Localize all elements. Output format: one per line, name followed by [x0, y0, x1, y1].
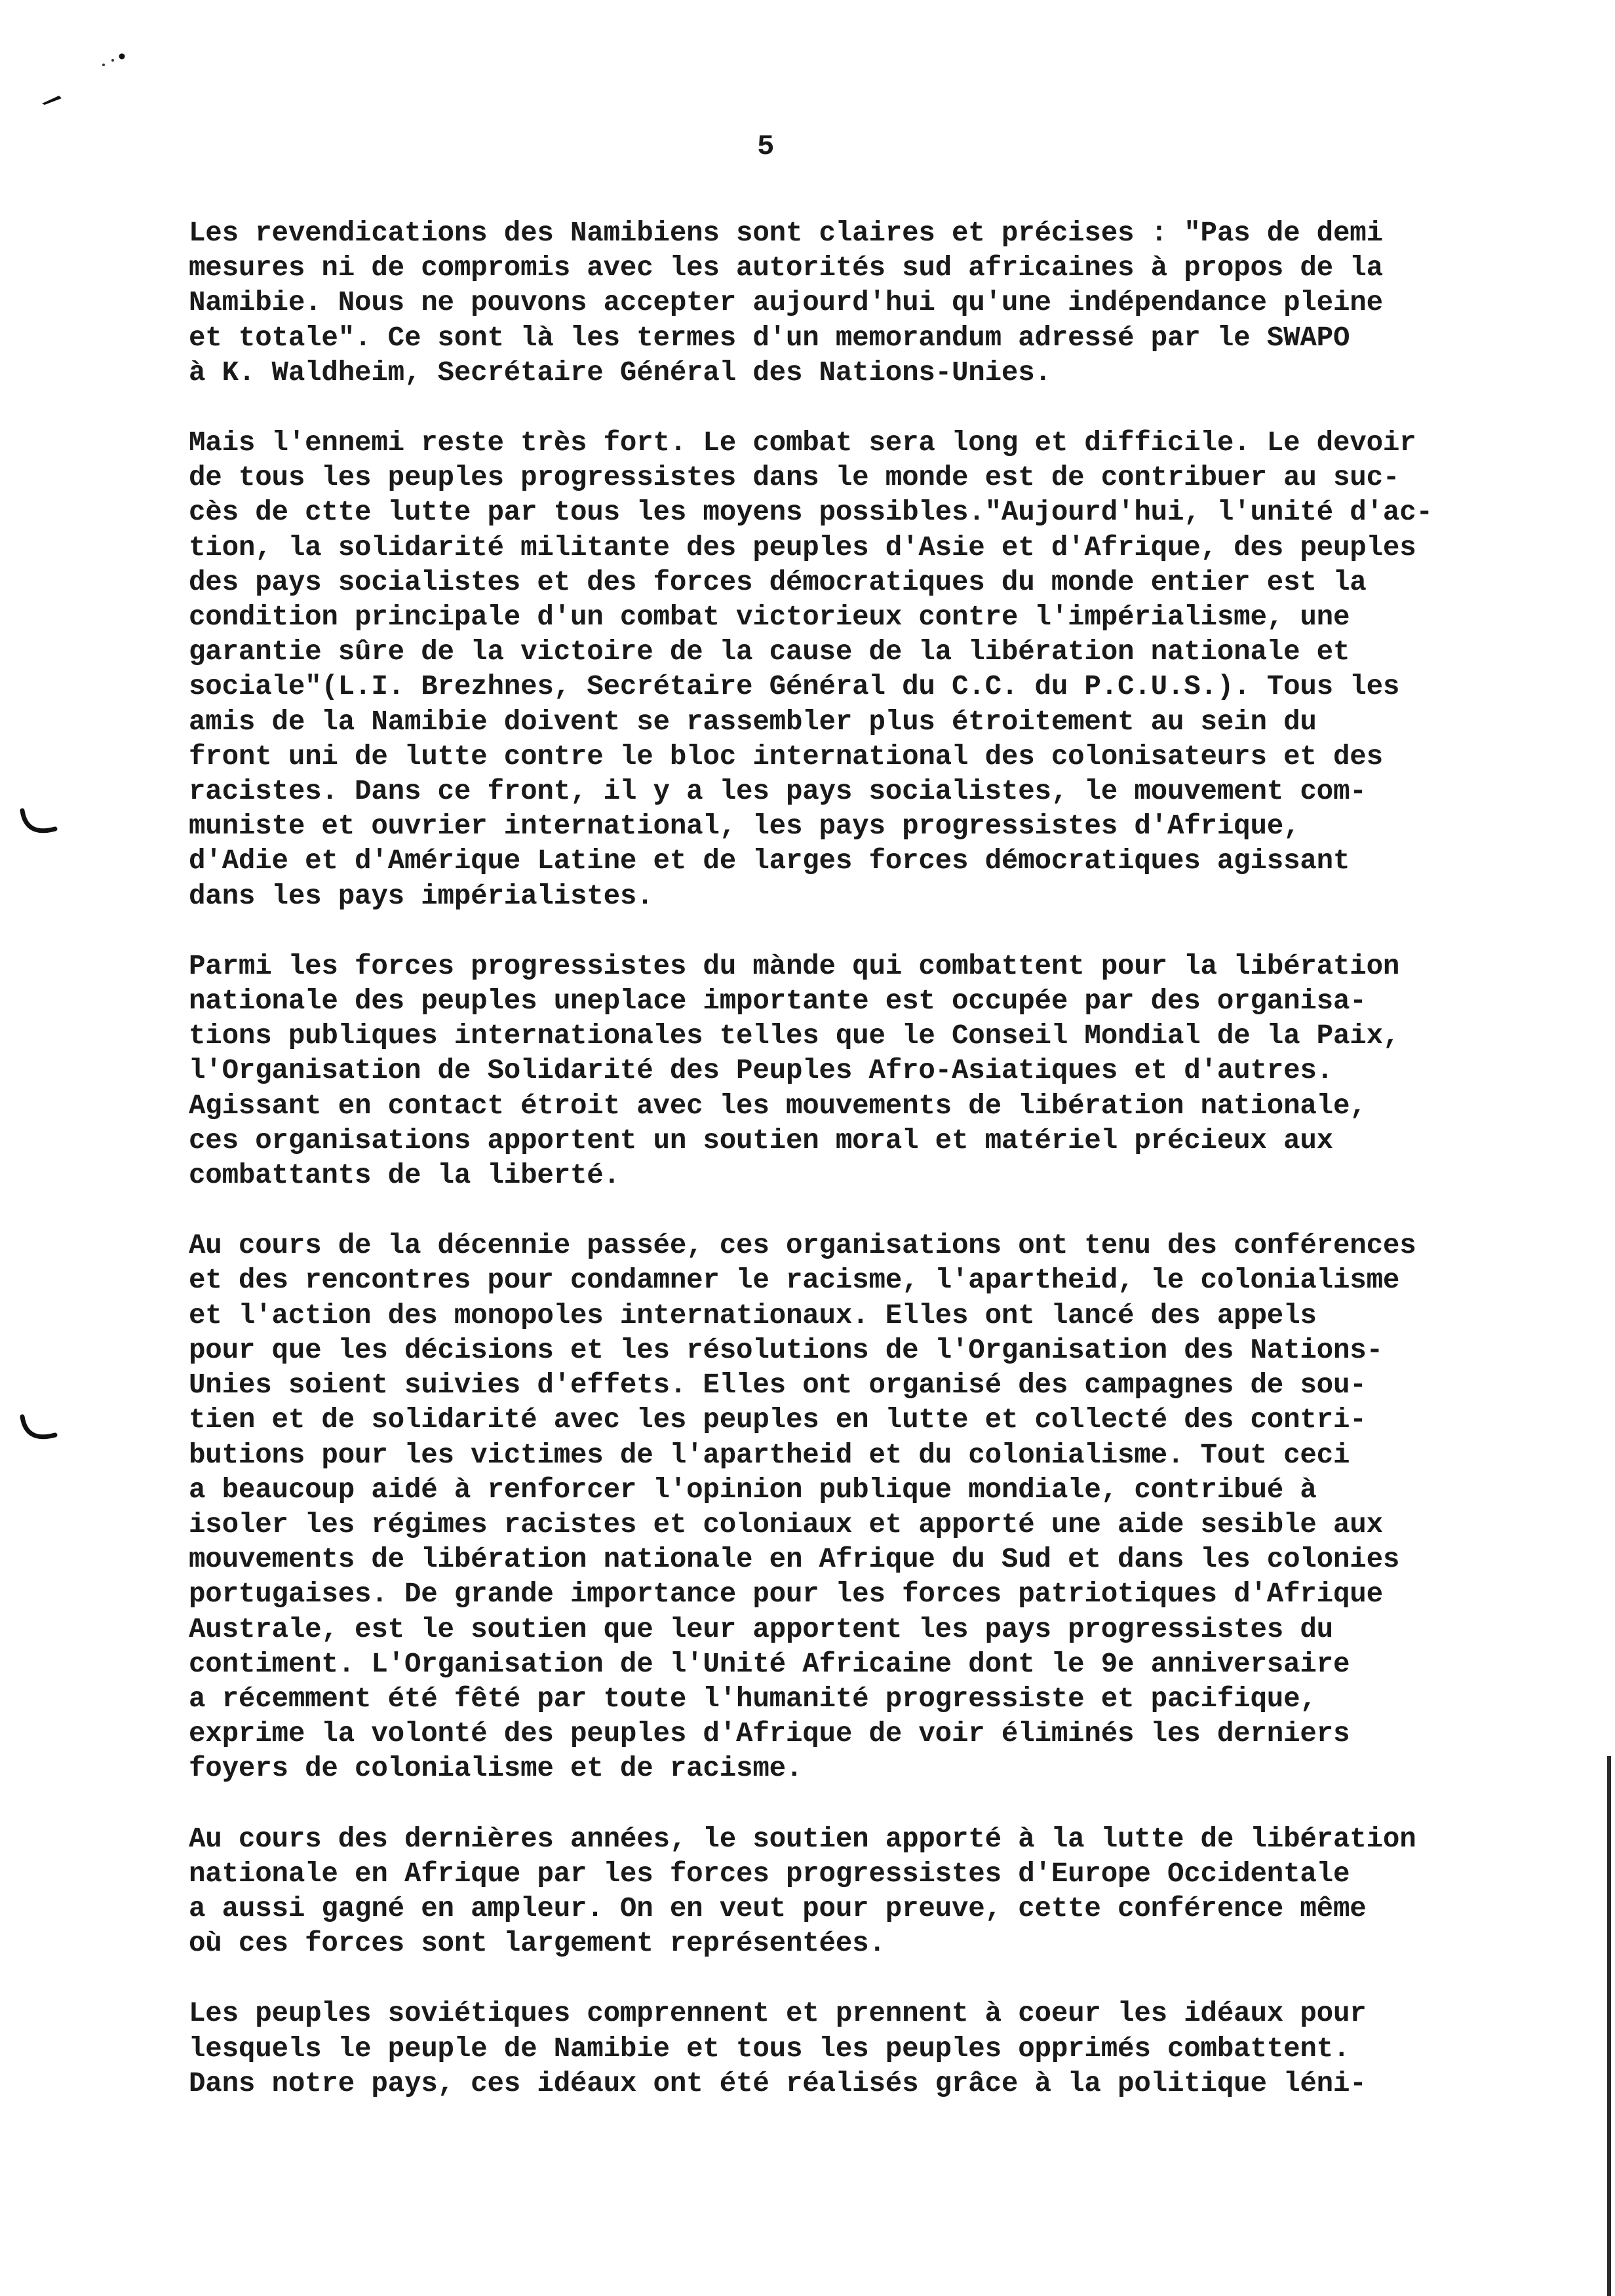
- text-line: front uni de lutte contre le bloc international des colonisateurs et des: [189, 740, 1383, 773]
- text-line: Parmi les forces progressistes du mànde qui combattent pour la libération: [189, 950, 1400, 982]
- text-line: Au cours des dernières années, le soutien apporté à la lutte de libération: [189, 1823, 1416, 1855]
- text-line: contiment. L'Organisation de l'Unité Africaine dont le 9e anniversaire: [189, 1648, 1350, 1680]
- scan-dash-mark: [39, 92, 66, 107]
- text-line: d'Adie et d'Amérique Latine et de larges forces démocratiques agissant: [189, 845, 1350, 877]
- text-line: où ces forces sont largement représentées.: [189, 1928, 885, 1960]
- text-line: et l'action des monopoles internationaux. Elles ont lancé des appels: [189, 1299, 1317, 1331]
- text-line: Agissant en contact étroit avec les mouvements de libération nationale,: [189, 1090, 1367, 1122]
- text-line: a beaucoup aidé à renforcer l'opinion publique mondiale, contribué à: [189, 1474, 1317, 1506]
- text-line: Dans notre pays, ces idéaux ont été réalisés grâce à la politique léni-: [189, 2067, 1367, 2099]
- text-line: Les revendications des Namibiens sont claires et précises : "Pas de demi: [189, 218, 1383, 249]
- text-line: et totale". Ce sont là les termes d'un memorandum adressé par le SWAPO: [189, 322, 1350, 354]
- text-line: mouvements de libération nationale en Afrique du Sud et dans les colonies: [189, 1544, 1400, 1576]
- paragraph-6: [189, 1997, 1434, 2101]
- text-line: exprime la volonté des peuples d'Afrique de voir éliminés les derniers: [189, 1718, 1350, 1750]
- text-line: combattants de la liberté.: [189, 1160, 620, 1192]
- text-line: lesquels le peuple de Namibie et tous les peuples opprimés combattent.: [189, 2033, 1350, 2065]
- text-line: tions publiques internationales telles que le Conseil Mondial de la Paix,: [189, 1020, 1400, 1052]
- text-line: racistes. Dans ce front, il y a les pays socialistes, le mouvement com-: [189, 776, 1367, 808]
- text-line: sociale"(L.I. Brezhnes, Secrétaire Général du C.C. du P.C.U.S.). Tous les: [189, 671, 1400, 703]
- text-line: Mais l'ennemi reste très fort. Le combat sera long et difficile. Le devoir: [189, 427, 1416, 459]
- page-edge-shadow: [1607, 1756, 1611, 2296]
- text-line: de tous les peuples progressistes dans le monde est de contribuer au suc-: [189, 462, 1400, 494]
- text-line: foyers de colonialisme et de racisme.: [189, 1753, 803, 1785]
- text-line: l'Organisation de Solidarité des Peuples Afro-Asiatiques et d'autres.: [189, 1055, 1333, 1087]
- text-line: garantie sûre de la victoire de la cause de la libération nationale et: [189, 636, 1350, 668]
- text-line: des pays socialistes et des forces démocratiques du monde entier est la: [189, 566, 1367, 598]
- paragraph-1: [189, 216, 1434, 391]
- text-line: Les peuples soviétiques comprennent et prennent à coeur les idéaux pour: [189, 1998, 1367, 2030]
- text-line: a aussi gagné en ampleur. On en veut pour preuve, cette conférence même: [189, 1892, 1367, 1924]
- text-line: cès de ctte lutte par tous les moyens possibles."Aujourd'hui, l'unité d'ac-: [189, 497, 1433, 529]
- text-line: Au cours de la décennie passée, ces organisations ont tenu des conférences: [189, 1230, 1416, 1262]
- document-body: [189, 216, 1434, 2137]
- text-line: condition principale d'un combat victorieux contre l'impérialisme, une: [189, 602, 1350, 634]
- text-line: pour que les décisions et les résolutions de l'Organisation des Nations-: [189, 1334, 1383, 1366]
- text-line: nationale en Afrique par les forces progressistes d'Europe Occidentale: [189, 1858, 1350, 1890]
- text-line: tion, la solidarité militante des peuples d'Asie et d'Afrique, des peuples: [189, 531, 1416, 564]
- text-line: tien et de solidarité avec les peuples en lutte et collecté des contri-: [189, 1404, 1367, 1436]
- paragraph-5: [189, 1822, 1434, 1962]
- text-line: a récemment été fêté par toute l'humanité progressiste et pacifique,: [189, 1683, 1317, 1715]
- text-line: amis de la Namibie doivent se rassembler plus étroitement au sein du: [189, 706, 1317, 738]
- text-line: muniste et ouvrier international, les pays progressistes d'Afrique,: [189, 811, 1300, 843]
- scan-speck-mark: [98, 49, 144, 75]
- page-number: 5: [757, 130, 775, 163]
- text-line: butions pour les victimes de l'apartheid et du colonialisme. Tout ceci: [189, 1439, 1350, 1471]
- text-line: Namibie. Nous ne pouvons accepter aujourd'hui qu'une indépendance pleine: [189, 287, 1383, 319]
- punch-hole-mark-lower: [17, 1409, 69, 1461]
- text-line: Australe, est le soutien que leur apportent les pays progressistes du: [189, 1613, 1333, 1645]
- paragraph-2: [189, 426, 1434, 914]
- text-line: dans les pays impérialistes.: [189, 880, 653, 912]
- paragraph-3: [189, 949, 1434, 1193]
- text-line: nationale des peuples uneplace importante est occupée par des organisa-: [189, 985, 1367, 1018]
- text-line: à K. Waldheim, Secrétaire Général des Nations-Unies.: [189, 356, 1051, 389]
- text-line: Unies soient suivies d'effets. Elles ont organisé des campagnes de sou-: [189, 1369, 1367, 1402]
- paragraph-4: [189, 1229, 1434, 1786]
- text-line: et des rencontres pour condamner le racisme, l'apartheid, le colonialisme: [189, 1265, 1400, 1297]
- text-line: ces organisations apportent un soutien moral et matériel précieux aux: [189, 1124, 1333, 1157]
- text-line: portugaises. De grande importance pour les forces patriotiques d'Afrique: [189, 1578, 1383, 1611]
- punch-hole-mark-upper: [17, 803, 69, 855]
- text-line: mesures ni de compromis avec les autorités sud africaines à propos de la: [189, 252, 1383, 284]
- text-line: isoler les régimes racistes et coloniaux et apporté une aide sesible aux: [189, 1508, 1383, 1540]
